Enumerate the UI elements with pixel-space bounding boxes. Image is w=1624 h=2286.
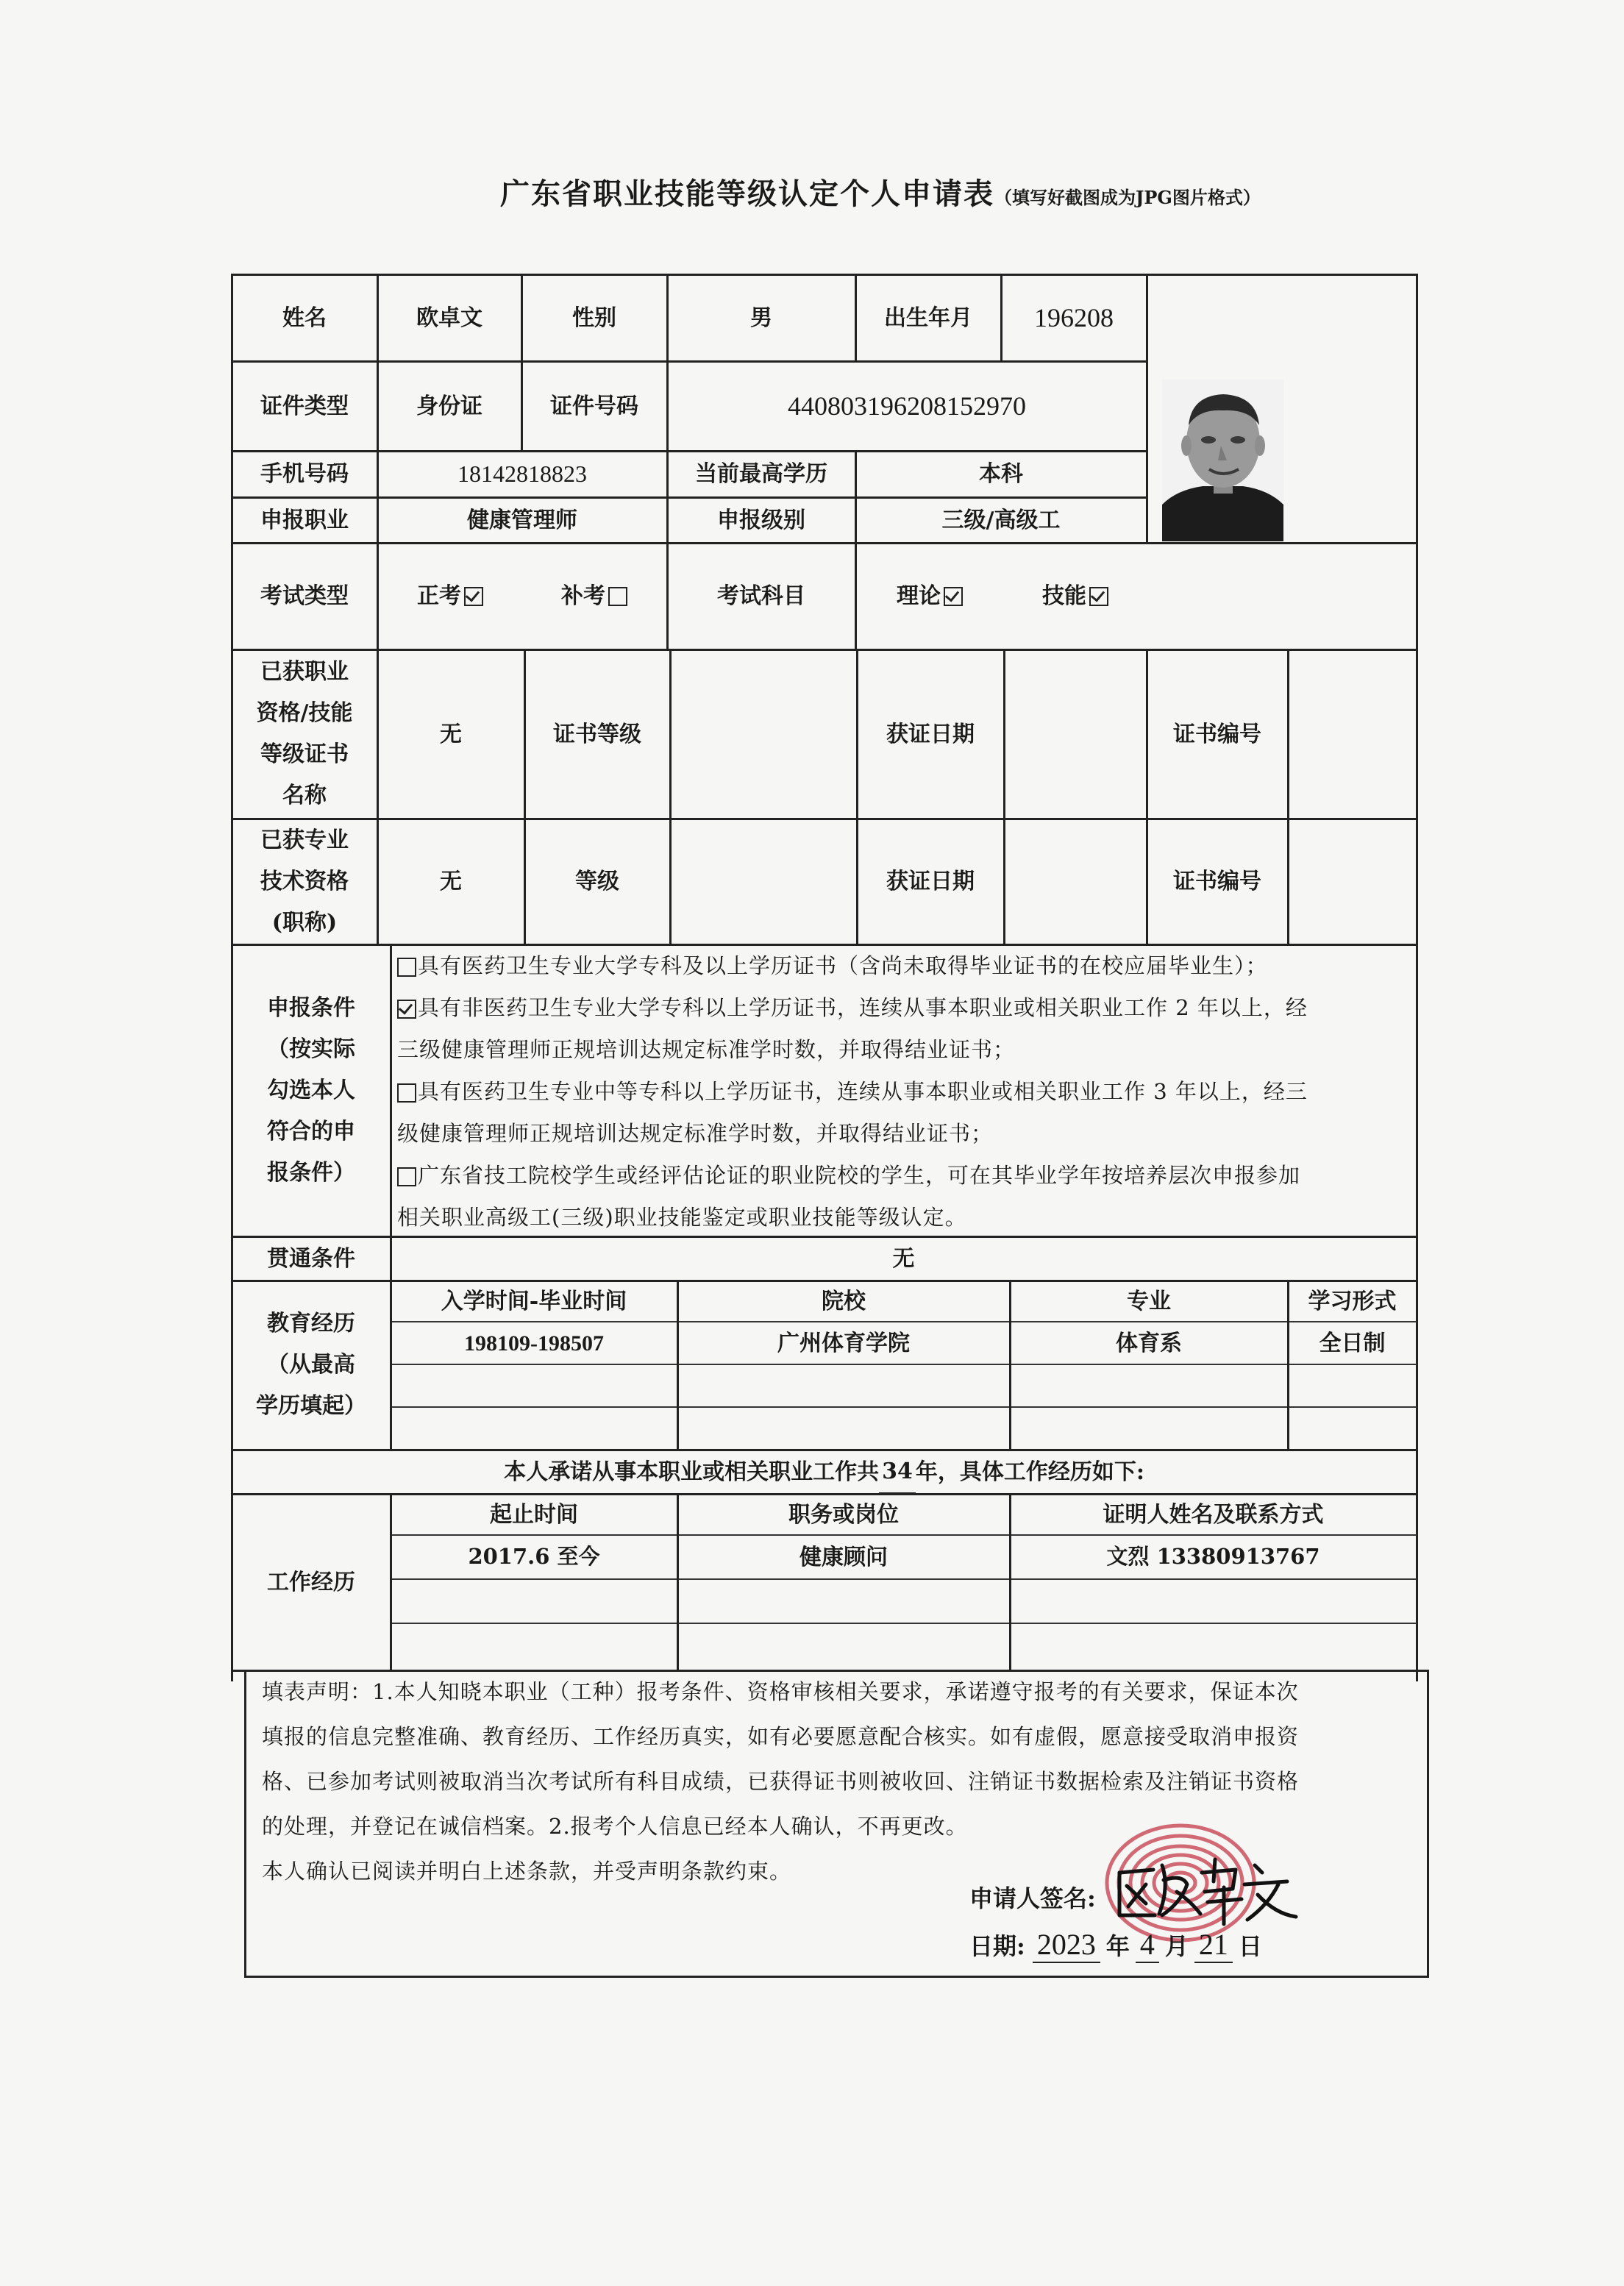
id-type-value: 身份证 bbox=[416, 393, 482, 419]
exam-theory-checkbox bbox=[944, 587, 963, 606]
work-label: 工作经历 bbox=[267, 1569, 355, 1595]
education-label-line: 教育经历 bbox=[267, 1311, 355, 1336]
condition-continuation: 相关职业高级工(三级)职业技能鉴定或职业技能等级认定。 bbox=[397, 1205, 967, 1230]
id-no-value: 440803196208152970 bbox=[788, 391, 1026, 421]
edu-header-period: 入学时间-毕业时间 bbox=[441, 1288, 627, 1314]
cert-label bbox=[232, 650, 377, 818]
exam-makeup-checkbox bbox=[608, 587, 627, 606]
edu-header-school: 院校 bbox=[822, 1288, 866, 1314]
title-cert-no-label: 证书编号 bbox=[1173, 869, 1261, 894]
condition-item bbox=[397, 987, 1412, 1029]
conditions-list bbox=[397, 945, 1412, 1239]
gender-label: 性别 bbox=[572, 305, 616, 331]
work-position-cell: 健康顾问 bbox=[799, 1544, 888, 1570]
commitment-suffix: 年，具体工作经历如下: bbox=[915, 1459, 1144, 1485]
commitment-years: 34 bbox=[879, 1450, 916, 1494]
education-label-line: （从最高 bbox=[267, 1352, 355, 1378]
exam-skill-checkbox bbox=[1089, 587, 1108, 606]
edu-period-cell: 198109-198507 bbox=[464, 1331, 604, 1356]
cert-value: 无 bbox=[440, 721, 462, 747]
exam-formal-checkbox bbox=[464, 587, 483, 606]
exam-theory-label: 理论 bbox=[897, 583, 941, 609]
exam-makeup-option bbox=[522, 544, 666, 649]
title-cert-label-line: 技术资格 bbox=[260, 868, 349, 894]
condition-text: 具有医药卫生专业大学专科及以上学历证书（含尚未取得毕业证书的在校应届毕业生）； bbox=[418, 953, 1268, 978]
title-text: 广东省职业技能等级认定个人申请表 bbox=[500, 177, 994, 211]
conditions-label-line: 勾选本人 bbox=[267, 1077, 355, 1103]
work-header-period: 起止时间 bbox=[490, 1501, 578, 1528]
signature-label: 申请人签名: bbox=[969, 1884, 1096, 1912]
cert-label-line: 等级证书 bbox=[260, 741, 349, 767]
condition-checkbox bbox=[397, 1083, 416, 1103]
condition-text: 具有医药卫生专业中等专科以上学历证书，连续从事本职业或相关职业工作 3 年以上，经三 bbox=[418, 1079, 1308, 1104]
through-value: 无 bbox=[892, 1245, 915, 1272]
date-month-unit: 月 bbox=[1164, 1932, 1189, 1960]
education-label bbox=[232, 1281, 390, 1449]
date-year-unit: 年 bbox=[1105, 1932, 1130, 1960]
edu-major-cell: 体育系 bbox=[1116, 1330, 1182, 1356]
cert-date-label: 获证日期 bbox=[886, 721, 975, 747]
title-cert-label bbox=[232, 819, 377, 944]
phone-label: 手机号码 bbox=[260, 461, 349, 487]
commitment-prefix: 本人承诺从事本职业或相关职业工作共 bbox=[504, 1459, 880, 1485]
title-cert-label-line: 已获专业 bbox=[260, 827, 349, 853]
declaration-line: 填报的信息完整准确、教育经历、工作经历真实，如有必要愿意配合核实。如有虚假，愿意接受取消申报资 bbox=[262, 1724, 1300, 1749]
photo-portrait bbox=[1162, 380, 1283, 541]
exam-type-label: 考试类型 bbox=[260, 583, 349, 609]
title-cert-date-label: 获证日期 bbox=[886, 869, 975, 894]
declaration-line: 填表声明：1.本人知晓本职业（工种）报考条件、资格审核相关要求，承诺遵守报考的有关要求，保证本次 bbox=[262, 1679, 1299, 1704]
conditions-label bbox=[232, 945, 390, 1236]
name-value: 欧卓文 bbox=[416, 305, 482, 331]
level-label: 申报级别 bbox=[717, 507, 805, 533]
edu-label: 当前最高学历 bbox=[695, 461, 827, 487]
title-note: （填写好截图成为JPG图片格式） bbox=[994, 187, 1261, 208]
exam-skill-option bbox=[1005, 544, 1146, 649]
exam-theory-option bbox=[856, 544, 1003, 649]
sign-date bbox=[969, 1927, 1268, 1963]
edu-value: 本科 bbox=[979, 461, 1023, 487]
occupation-value: 健康管理师 bbox=[467, 507, 577, 533]
cert-label-line: 资格/技能 bbox=[256, 700, 353, 726]
date-label: 日期: bbox=[969, 1932, 1025, 1960]
work-period-cell: 2017.6 至今 bbox=[468, 1544, 600, 1570]
condition-checkbox bbox=[397, 1167, 416, 1186]
exam-formal-label: 正考 bbox=[417, 583, 461, 609]
gender-value: 男 bbox=[750, 305, 772, 331]
condition-checkbox bbox=[397, 958, 416, 977]
cert-grade-label: 证书等级 bbox=[553, 721, 641, 747]
condition-text: 具有非医药卫生专业大学专科以上学历证书，连续从事本职业或相关职业工作 2 年以上，经 bbox=[418, 995, 1308, 1020]
condition-text: 广东省技工院校学生或经评估论证的职业院校的学生，可在其毕业学年按培养层次申报参加 bbox=[418, 1163, 1301, 1188]
exam-formal-option bbox=[378, 544, 522, 649]
work-header-position: 职务或岗位 bbox=[788, 1501, 899, 1528]
edu-header-major: 专业 bbox=[1127, 1288, 1171, 1314]
cert-label-line: 名称 bbox=[282, 783, 327, 808]
work-witness-cell: 文烈 13380913767 bbox=[1106, 1544, 1320, 1570]
edu-school-cell: 广州体育学院 bbox=[777, 1330, 910, 1356]
education-label-line: 学历填起） bbox=[256, 1393, 366, 1419]
birth-label: 出生年月 bbox=[884, 305, 972, 331]
id-no-label: 证件号码 bbox=[550, 393, 638, 419]
declaration-line: 的处理，并登记在诚信档案。2.报考个人信息已经本人确认，不再更改。 bbox=[262, 1814, 968, 1839]
applicant-photo bbox=[1162, 380, 1283, 541]
date-month: 4 bbox=[1136, 1927, 1159, 1963]
conditions-label-line: 符合的申 bbox=[267, 1118, 355, 1144]
cert-label-line: 已获职业 bbox=[260, 659, 349, 685]
edu-mode-cell: 全日制 bbox=[1319, 1330, 1386, 1356]
id-type-label: 证件类型 bbox=[260, 393, 349, 419]
conditions-label-line: （按实际 bbox=[267, 1036, 355, 1062]
date-day: 21 bbox=[1194, 1927, 1233, 1963]
declaration-line: 本人确认已阅读并明白上述条款，并受声明条款约束。 bbox=[262, 1859, 792, 1884]
condition-checkbox bbox=[397, 1000, 416, 1019]
exam-skill-label: 技能 bbox=[1042, 583, 1086, 609]
date-day-unit: 日 bbox=[1238, 1932, 1262, 1960]
level-value: 三级/高级工 bbox=[941, 507, 1061, 533]
name-label: 姓名 bbox=[282, 305, 327, 331]
condition-item bbox=[397, 945, 1412, 987]
declaration-line: 格、已参加考试则被取消当次考试所有科目成绩，已获得证书则被收回、注销证书数据检索及注销证书资格 bbox=[262, 1769, 1300, 1794]
occupation-label: 申报职业 bbox=[260, 507, 349, 533]
birth-value: 196208 bbox=[1034, 302, 1114, 332]
condition-continuation: 级健康管理师正规培训达规定标准学时数，并取得结业证书； bbox=[397, 1121, 994, 1146]
phone-value: 18142818823 bbox=[457, 460, 587, 488]
condition-item bbox=[397, 1155, 1412, 1197]
condition-continuation: 三级健康管理师正规培训达规定标准学时数，并取得结业证书； bbox=[397, 1037, 1016, 1062]
work-header-witness: 证明人姓名及联系方式 bbox=[1103, 1501, 1324, 1528]
exam-subject-label: 考试科目 bbox=[717, 583, 805, 609]
title-cert-label-line: (职称) bbox=[271, 909, 338, 936]
through-label: 贯通条件 bbox=[267, 1245, 355, 1272]
date-year: 2023 bbox=[1033, 1927, 1100, 1963]
condition-item bbox=[397, 1071, 1412, 1113]
exam-makeup-label: 补考 bbox=[561, 583, 605, 609]
title-cert-value: 无 bbox=[440, 869, 462, 894]
form-title bbox=[500, 171, 1261, 213]
signature-area bbox=[969, 1880, 1096, 1914]
conditions-label-line: 报条件） bbox=[267, 1159, 355, 1186]
title-cert-grade-label: 等级 bbox=[575, 869, 619, 894]
conditions-label-line: 申报条件 bbox=[267, 994, 355, 1021]
edu-header-mode: 学习形式 bbox=[1308, 1288, 1397, 1314]
commitment-line bbox=[232, 1450, 1416, 1493]
handwritten-signature bbox=[1111, 1843, 1302, 1931]
cert-no-label: 证书编号 bbox=[1173, 721, 1261, 747]
